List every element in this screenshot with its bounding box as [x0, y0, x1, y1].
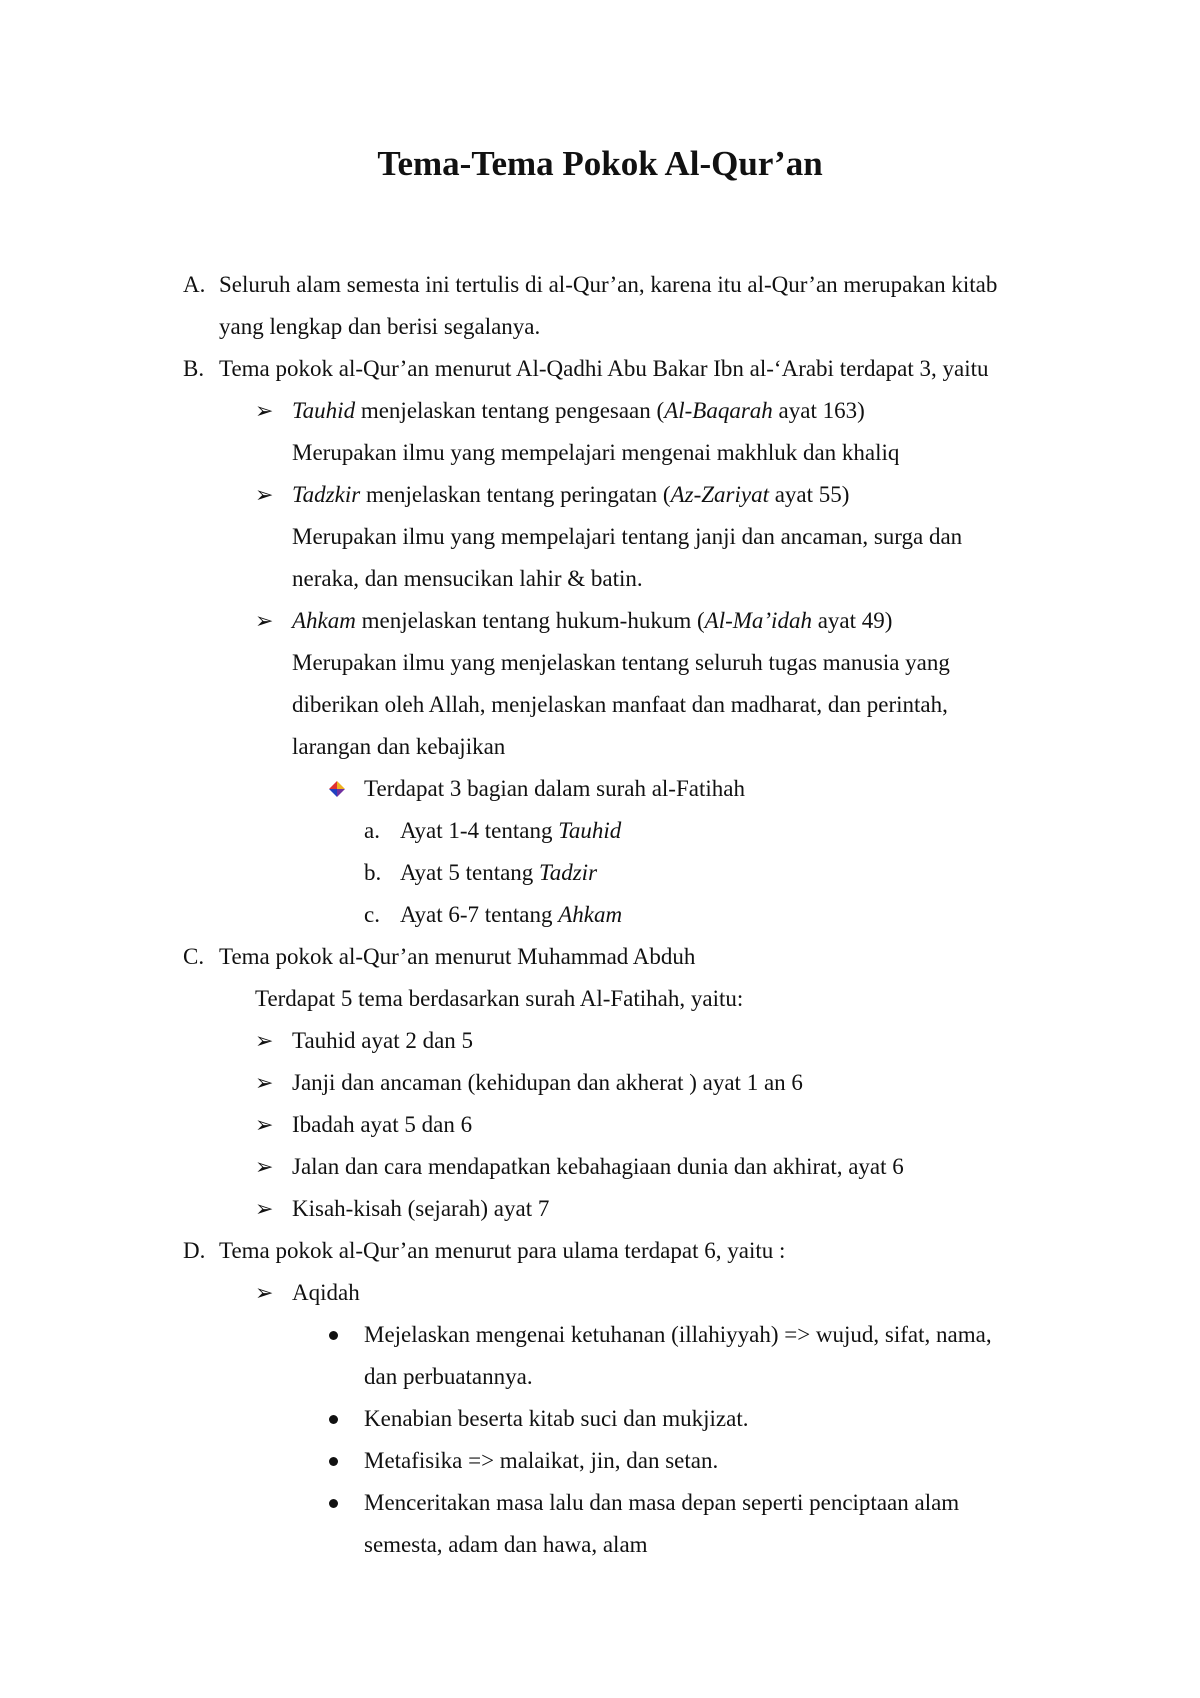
aqidah-bullet4-line2: semesta, adam dan hawa, alam: [364, 1532, 648, 1557]
list-item: Ibadah ayat 5 dan 6: [292, 1112, 473, 1137]
dot-bullet-icon: [329, 1499, 338, 1508]
tauhid-surah: Al-Baqarah: [664, 398, 773, 423]
ahkam-ayat: ayat 49): [811, 608, 893, 633]
sub-label-b: b.: [364, 860, 382, 885]
ahkam-line: [292, 606, 892, 636]
fatihah-item-b: [400, 858, 597, 888]
arrow-bullet-icon: ➢: [255, 482, 274, 507]
dot-bullet-icon: [329, 1457, 338, 1466]
tadzkir-term: Tadzkir: [292, 482, 361, 507]
section-c-heading: Tema pokok al-Qur’an menurut Muhammad Abduh: [219, 944, 696, 969]
tadzkir-text: menjelaskan tentang peringatan (: [360, 482, 671, 507]
arrow-bullet-icon: ➢: [255, 1154, 274, 1179]
ahkam-text: menjelaskan tentang hukum-hukum (: [355, 608, 705, 633]
ahkam-desc-line2: diberikan oleh Allah, menjelaskan manfaat dan madharat, dan perintah,: [292, 692, 948, 717]
section-b-heading: Tema pokok al-Qur’an menurut Al-Qadhi Abu Bakar Ibn al-‘Arabi terdapat 3, yaitu: [219, 356, 989, 381]
arrow-bullet-icon: ➢: [255, 1028, 274, 1053]
section-a-label: A.: [183, 272, 206, 297]
section-c-label: C.: [183, 944, 205, 969]
list-item: Jalan dan cara mendapatkan kebahagiaan dunia dan akhirat, ayat 6: [292, 1154, 904, 1179]
fatihah-item-a-text: Ayat 1-4 tentang: [400, 818, 559, 843]
dot-bullet-icon: [329, 1415, 338, 1424]
aqidah-bullet4-line1: Menceritakan masa lalu dan masa depan seperti penciptaan alam: [364, 1490, 960, 1515]
page-title: Tema-Tema Pokok Al-Qur’an: [377, 144, 823, 183]
tadzkir-surah: Az-Zariyat: [670, 482, 769, 507]
aqidah-bullet3: Metafisika => malaikat, jin, dan setan.: [364, 1448, 719, 1473]
fatihah-item-b-text: Ayat 5 tentang: [400, 860, 540, 885]
aqidah-bullet1-line1: Mejelaskan mengenai ketuhanan (illahiyyah) => wujud, sifat, nama,: [364, 1322, 992, 1347]
ahkam-desc-line3: larangan dan kebajikan: [292, 734, 506, 759]
tadzkir-desc-line2: neraka, dan mensucikan lahir & batin.: [292, 566, 643, 591]
section-d-label: D.: [183, 1238, 206, 1263]
tauhid-desc-line1: Merupakan ilmu yang mempelajari mengenai makhluk dan khaliq: [292, 440, 900, 465]
arrow-bullet-icon: ➢: [255, 1112, 274, 1137]
aqidah-bullet2: Kenabian beserta kitab suci dan mukjizat.: [364, 1406, 749, 1431]
list-item: Tauhid ayat 2 dan 5: [292, 1028, 474, 1053]
arrow-bullet-icon: ➢: [255, 398, 274, 423]
fatihah-item-a-term: Tauhid: [558, 818, 622, 843]
arrow-bullet-icon: ➢: [255, 1070, 274, 1095]
arrow-bullet-icon: ➢: [255, 1196, 274, 1221]
section-a-line2: yang lengkap dan berisi segalanya.: [219, 314, 541, 339]
sub-label-a: a.: [364, 818, 380, 843]
diamond-bullet-icon: [328, 780, 346, 798]
sub-label-c: c.: [364, 902, 380, 927]
aqidah-bullet1-line2: dan perbuatannya.: [364, 1364, 533, 1389]
tadzkir-ayat: ayat 55): [768, 482, 850, 507]
tauhid-text: menjelaskan tentang pengesaan (: [355, 398, 665, 423]
fatihah-item-c: [400, 900, 622, 930]
dot-bullet-icon: [329, 1331, 338, 1340]
tauhid-ayat: ayat 163): [772, 398, 865, 423]
fatihah-item-a: [400, 816, 621, 846]
fatihah-heading: Terdapat 3 bagian dalam surah al-Fatihah: [364, 776, 745, 801]
fatihah-item-b-term: Tadzir: [539, 860, 598, 885]
list-item: Janji dan ancaman (kehidupan dan akherat ) ayat 1 an 6: [292, 1070, 803, 1095]
list-item: Kisah-kisah (sejarah) ayat 7: [292, 1196, 550, 1221]
section-a-line1: Seluruh alam semesta ini tertulis di al-Qur’an, karena itu al-Qur’an merupakan kitab: [219, 272, 998, 297]
arrow-bullet-icon: ➢: [255, 608, 274, 633]
tadzkir-desc-line1: Merupakan ilmu yang mempelajari tentang janji dan ancaman, surga dan: [292, 524, 963, 549]
tadzkir-line: [292, 480, 849, 510]
fatihah-item-c-text: Ayat 6-7 tentang: [400, 902, 559, 927]
ahkam-surah: Al-Ma’idah: [704, 608, 812, 633]
ahkam-term: Ahkam: [292, 608, 356, 633]
aqidah-heading: Aqidah: [292, 1280, 360, 1305]
arrow-bullet-icon: ➢: [255, 1280, 274, 1305]
section-d-heading: Tema pokok al-Qur’an menurut para ulama terdapat 6, yaitu :: [219, 1238, 786, 1263]
ahkam-desc-line1: Merupakan ilmu yang menjelaskan tentang seluruh tugas manusia yang: [292, 650, 950, 675]
fatihah-item-c-term: Ahkam: [558, 902, 623, 927]
tauhid-line: [292, 396, 865, 426]
section-b-label: B.: [183, 356, 205, 381]
tauhid-term: Tauhid: [292, 398, 356, 423]
section-c-intro: Terdapat 5 tema berdasarkan surah Al-Fatihah, yaitu:: [255, 986, 744, 1011]
